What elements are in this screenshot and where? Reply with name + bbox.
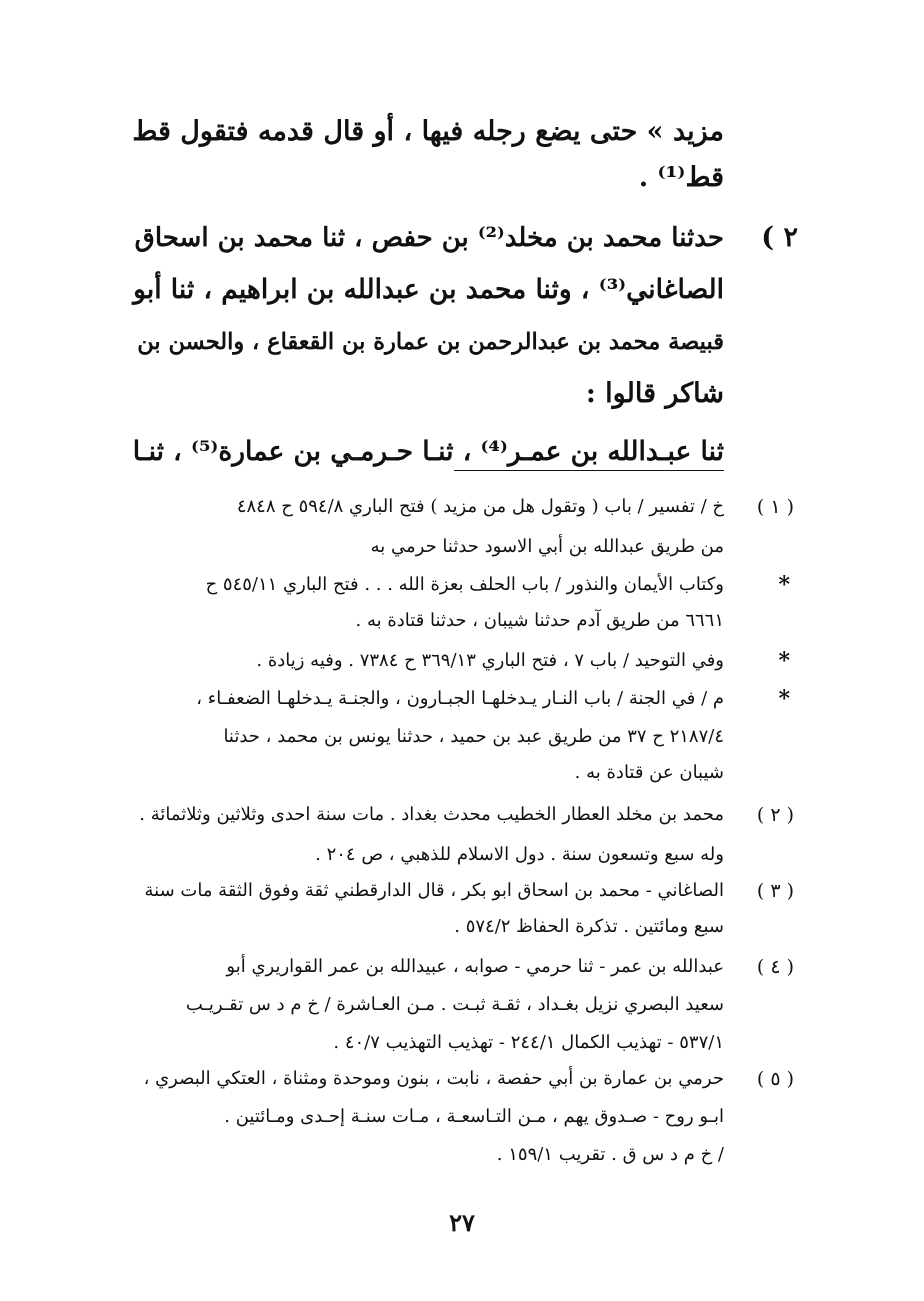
star-marker: * (778, 686, 790, 712)
star-marker: * (778, 648, 790, 674)
page-number: ٢٧ (449, 1208, 475, 1237)
main-text-line-7: ثنا عبـدالله بن عمـر⁽⁴⁾ ، ثنـا حـرمـي بن عمارة⁽⁵⁾ ، ثنـا (132, 436, 724, 467)
footnote-number-5: ( ٥ ) (756, 1068, 794, 1090)
main-text-line-4: الصاغاني⁽³⁾ ، وثنا محمد بن عبدالله بن ابراهيم ، ثنا أبو (133, 274, 724, 305)
star-marker: * (778, 572, 790, 598)
main-text-line-3: حدثنا محمد بن مخلد⁽²⁾ بن حفص ، ثنا محمد بن اسحاق (134, 223, 724, 253)
footnote-separator (454, 470, 724, 471)
footnote-line: وكتاب الأيمان والنذور / باب الحلف بعزة الله . . . فتح الباري ٥٤٥/١١ ح (205, 574, 724, 595)
footnote-number-4: ( ٤ ) (756, 956, 794, 978)
footnote-line: حرمي بن عمارة بن أبي حفصة ، نابت ، بنون وموحدة ومثناة ، العتكي البصري ، (143, 1068, 724, 1089)
footnote-line: / خ م د س ق . تقريب ١٥٩/١ . (496, 1144, 724, 1165)
footnote-line: شيبان عن قتادة به . (574, 762, 724, 783)
footnote-number-3: ( ٣ ) (756, 880, 794, 902)
hadith-number: ٢ ) (761, 222, 798, 253)
footnote-line: م / في الجنة / باب النـار يـدخلهـا الجبـارون ، والجنـة يـدخلهـا الضعفـاء ، (196, 688, 724, 709)
footnote-line: ابـو روح - صـدوق يهم ، مـن التـاسعـة ، مـات سنـة إحـدى ومـائتين . (224, 1106, 724, 1127)
main-text-line-2: قط⁽¹⁾ . (638, 162, 724, 193)
main-text-line-1: مزيد » حتى يضع رجله فيها ، أو قال قدمه فتقول قط (132, 116, 724, 147)
footnote-line: وفي التوحيد / باب ٧ ، فتح الباري ٣٦٩/١٣ ح ٧٣٨٤ . وفيه زيادة . (256, 650, 724, 671)
footnote-line: عبدالله بن عمر - ثنا حرمي - صوابه ، عبيدالله بن عمر القواريري أبو (226, 956, 724, 977)
footnote-line: سبع ومائتين . تذكرة الحفاظ ٥٧٤/٢ . (454, 916, 724, 937)
footnote-line: ٥٣٧/١ - تهذيب الكمال ٢٤٤/١ - تهذيب التهذيب ٤٠/٧ . (333, 1032, 724, 1053)
footnote-line: من طريق عبدالله بن أبي الاسود حدثنا حرمي به (370, 536, 724, 557)
footnote-line: الصاغاني - محمد بن اسحاق ابو بكر ، قال الدارقطني ثقة وفوق الثقة مات سنة (144, 880, 724, 901)
main-text-line-5: قبيصة محمد بن عبدالرحمن بن عمارة بن القعقاع ، والحسن بن (137, 329, 724, 355)
main-text-line-6: شاكر قالوا : (585, 378, 724, 409)
footnote-line: محمد بن مخلد العطار الخطيب محدث بغداد . مات سنة احدى وثلاثين وثلاثمائة . (139, 804, 724, 825)
footnote-line: سعيد البصري نزيل بغـداد ، ثقـة ثبـت . مـن العـاشرة / خ م د س تقـريـب (185, 994, 724, 1015)
footnote-line: وله سبع وتسعون سنة . دول الاسلام للذهبي ، ص ٢٠٤ . (315, 844, 724, 865)
footnote-number-2: ( ٢ ) (756, 804, 794, 826)
footnote-line: ٢١٨٧/٤ ح ٣٧ من طريق عبد بن حميد ، حدثنا يونس بن محمد ، حدثنا (223, 726, 724, 747)
footnote-number-1: ( ١ ) (756, 496, 794, 518)
footnote-line: خ / تفسير / باب ( وتقول هل من مزيد ) فتح الباري ٥٩٤/٨ ح ٤٨٤٨ (236, 496, 724, 517)
footnote-line: ٦٦٦١ من طريق آدم حدثنا شيبان ، حدثنا قتادة به . (355, 610, 724, 631)
